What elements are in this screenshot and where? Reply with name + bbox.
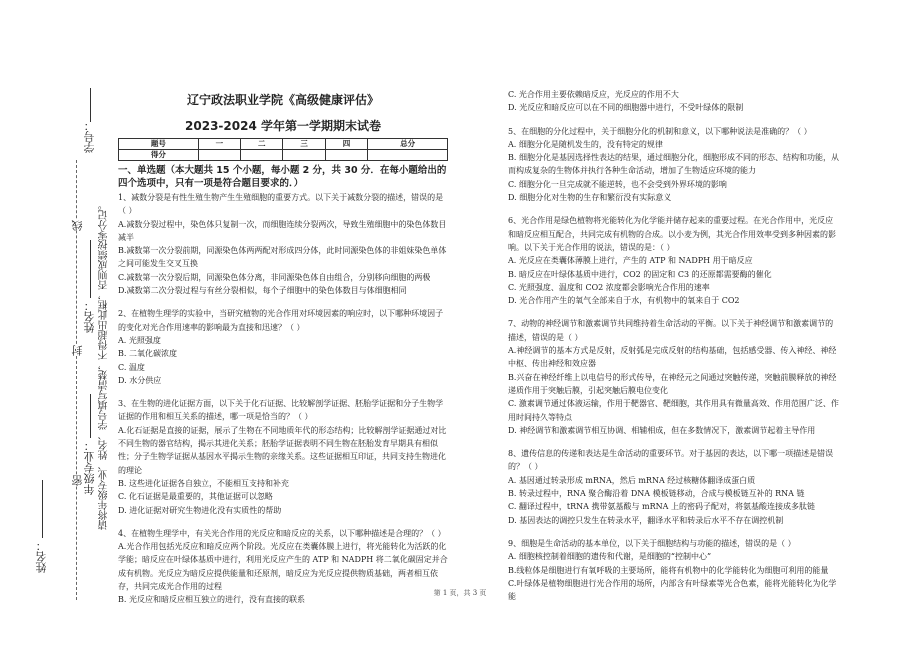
answer-option: D. 光合作用产生的氧气全部来自于水，有机物中的氧来自于 CO2: [508, 296, 740, 306]
answer-option: B. 细胞分化是基因选择性表达的结果，通过细胞分化，细胞形成不同的形态、结构和功能，从而构成复杂的生物体并执行各种生命活动，增加了生物适应环境的能力: [508, 153, 839, 176]
question-block: [508, 447, 840, 527]
score-input-cell[interactable]: [368, 150, 448, 161]
seal-feng: 封: [71, 345, 84, 356]
seal-mi: 密: [71, 475, 84, 486]
answer-option: A.光合作用包括光反应和暗反应两个阶段。光反应在类囊体膜上进行，将光能转化为活跃的化学能；暗反应在叶绿体基质中进行，利用光反应产生的 ATP 和 NADPH 将二氧化碳固定并合成有机物。光反应为暗反应提供能量和还原剂，暗反应为光反应提供物质基础，两者相互依存，共同完成光合作用的过程: [118, 542, 448, 592]
answer-option: D. 光反应和暗反应可以在不同的细胞器中进行，不受叶绿体的限制: [508, 103, 744, 113]
major-underline: [90, 394, 91, 438]
left-question-list: [118, 191, 448, 607]
answer-option: B. 转录过程中，RNA 聚合酶沿着 DNA 模板链移动，合成与模板链互补的 RNA 链: [508, 489, 805, 499]
answer-option: D. 水分供应: [118, 375, 162, 385]
score-input-cell[interactable]: [325, 150, 367, 161]
question-stem: 5、在细胞的分化过程中，关于细胞分化的机制和意义，以下哪种说法是准确的？（ ）: [508, 126, 812, 136]
answer-option: A.减数分裂过程中，染色体只复制一次，而细胞连续分裂两次，导致生殖细胞中的染色体数目减半: [118, 219, 447, 242]
binding-margin: [0, 0, 108, 651]
question-block: [508, 317, 840, 437]
student-id-underline: [90, 88, 91, 122]
right-question-list: [508, 88, 840, 603]
class-underline: [42, 480, 43, 538]
question-stem: 1、减数分裂是有性生殖生物产生生殖细胞的重要方式。以下关于减数分裂的描述，错误的是（ ）: [118, 193, 444, 216]
answer-option: D. 神经调节和激素调节相互协调、相辅相成，但在多数情况下，激素调节起着主导作用: [508, 425, 816, 435]
question-block: [508, 88, 840, 115]
answer-option: C. 温度: [118, 362, 145, 372]
score-row: [119, 150, 448, 161]
answer-option: C. 激素调节通过体液运输，作用于靶器官、靶细胞，其作用具有微量高效、作用范围广泛、作用时间持久等特点: [508, 399, 839, 422]
exam-title: 2023-2024 学年第一学期期末试卷: [185, 119, 381, 133]
score-header-row: [119, 139, 448, 150]
answer-option: B. 光反应和暗反应相互独立的进行，没有直接的联系: [118, 595, 305, 605]
score-header-cell: 三: [283, 139, 325, 150]
score-row-label: 得分: [119, 150, 199, 161]
score-header-cell: 总分: [368, 139, 448, 150]
answer-option: C. 化石证据是最重要的，其他证据可以忽略: [118, 492, 273, 502]
major-label: 年级专业：: [83, 440, 96, 495]
answer-option: D. 细胞分化对生物的生存和繁衍没有实际意义: [508, 193, 672, 203]
answer-option: A. 细胞分化是随机发生的，没有特定的规律: [508, 139, 663, 149]
answer-option: B.减数第一次分裂前期，同源染色体两两配对形成四分体，此时同源染色体的非姐妹染色单体之间可能发生交叉互换: [118, 246, 447, 269]
answer-option: A.神经调节的基本方式是反射，反射弧是完成反射的结构基础，包括感受器、传入神经、神经中枢、传出神经和效应器: [508, 346, 837, 369]
answer-option: C. 光合作用主要依赖暗反应，光反应的作用不大: [508, 90, 679, 99]
school-title: 辽宁政法职业学院《高级健康评估》: [186, 93, 379, 107]
right-column: [508, 88, 840, 603]
answer-option: C. 翻译过程中，tRNA 携带氨基酸与 mRNA 上的密码子配对，将氨基酸连接成多肽链: [508, 502, 815, 512]
seal-xian: 线: [71, 220, 84, 231]
score-header-cell: 题号: [119, 139, 199, 150]
question-block: [118, 397, 448, 517]
binding-notice: 请将年级专业、姓名、学号填写清楚，不得超出此框，否则成绩按零分记。: [99, 200, 110, 530]
answer-option: B.线粒体是细胞进行有氧呼吸的主要场所，能将有机物中的化学能转化为细胞可利用的能量: [508, 565, 829, 575]
question-block: [118, 307, 448, 387]
question-stem: 3、在生物的进化证据方面，以下关于化石证据、比较解剖学证据、胚胎学证据和分子生物学证据的作用和相互关系的描述，哪一项是恰当的？（ ）: [118, 399, 444, 422]
answer-option: D. 进化证据对研究生物进化没有实质性的帮助: [118, 505, 282, 515]
answer-option: D. 基因表达的调控只发生在转录水平，翻译水平和转录后水平不存在调控机制: [508, 515, 784, 525]
answer-option: B. 二氧化碳浓度: [118, 349, 177, 359]
score-table: [118, 138, 448, 161]
answer-option: C. 细胞分化一旦完成就不能逆转，也不会受到外界环境的影响: [508, 179, 727, 189]
answer-option: B. 暗反应在叶绿体基质中进行，CO2 的固定和 C3 的还原都需要酶的催化: [508, 269, 772, 279]
score-header-cell: 二: [241, 139, 283, 150]
question-stem: 9、细胞是生命活动的基本单位，以下关于细胞结构与功能的描述，错误的是（ ）: [508, 538, 796, 548]
answer-option: A.化石证据是直接的证据，展示了生物在不同地质年代的形态结构；比较解剖学证据通过对比不同生物的器官结构，揭示其进化关系；胚胎学证据表明不同生物在胚胎发育早期具有相似性；分子生物学证据从基因水平揭示生物的亲缘关系。这些证据相互印证，共同支持生物进化的理论: [118, 425, 447, 475]
name-underline: [90, 240, 91, 298]
question-stem: 7、动物的神经调节和激素调节共同维持着生命活动的平衡。以下关于神经调节和激素调节的描述，错误的是（ ）: [508, 319, 834, 342]
question-block: [118, 191, 448, 297]
section-title: 一、单选题（本大题共 15 个小题，每小题 2 分，共 30 分．在每小题给出的四个选项中，只有一项是符合题目要求的．）: [118, 165, 447, 189]
answer-option: A. 光反应在类囊体薄膜上进行，产生的 ATP 和 NADPH 用于暗反应: [508, 256, 753, 266]
answer-option: B. 这些进化证据各自独立，不能相互支持和补充: [118, 478, 289, 488]
score-input-cell[interactable]: [241, 150, 283, 161]
question-stem: 6、光合作用是绿色植物将光能转化为化学能并储存起来的重要过程。在光合作用中，光反应和暗反应相互配合，共同完成有机物的合成。以小麦为例，其光合作用效率受到多种因素的影响。以下关于光合作用的说法，错误的是：（ ）: [508, 216, 836, 252]
answer-option: A. 基因通过转录形成 mRNA，然后 mRNA 经过核糖体翻译成蛋白质: [508, 475, 756, 485]
answer-option: C.减数第一次分裂后期，同源染色体分离，非同源染色体自由组合，分别移向细胞的两极: [118, 272, 431, 282]
question-stem: 2、在植物生理学的实验中，当研究植物的光合作用对环境因素的响应时，以下哪种环境因子的变化对光合作用速率的影响最为直接和迅速？（ ）: [118, 309, 444, 332]
score-header-cell: 一: [198, 139, 240, 150]
question-block: [508, 214, 840, 307]
page-footer: 第 1 页，共 3 页: [433, 589, 487, 597]
left-column: [118, 92, 448, 607]
answer-option: B.兴奋在神经纤维上以电信号的形式传导，在神经元之间通过突触传递，突触前膜释放的神经递质作用于突触后膜，引起突触后膜电位变化: [508, 372, 837, 395]
name-label: 姓名：: [83, 300, 96, 333]
score-header-cell: 四: [325, 139, 367, 150]
answer-option: A. 细胞核控制着细胞的遗传和代谢，是细胞的“控制中心”: [508, 552, 712, 562]
answer-option: D.减数第二次分裂过程与有丝分裂相似，每个子细胞中的染色体数目与体细胞相同: [118, 286, 407, 296]
question-stem: 4、在植物生理学中，有关光合作用的光反应和暗反应的关系，以下哪种描述是合理的？（ ）: [118, 528, 446, 538]
question-block: [508, 125, 840, 205]
score-input-cell[interactable]: [198, 150, 240, 161]
question-stem: 8、遗传信息的传递和表达是生命活动的重要环节。对于基因的表达，以下哪一项描述是错误的？（ ）: [508, 449, 834, 472]
score-input-cell[interactable]: [283, 150, 325, 161]
answer-option: A. 光照强度: [118, 335, 161, 345]
answer-option: C.叶绿体是植物细胞进行光合作用的场所，内部含有叶绿素等光合色素，能将光能转化为化学能: [508, 578, 837, 602]
class-label: 姓名：: [35, 540, 48, 573]
answer-option: C. 光照强度、温度和 CO2 浓度都会影响光合作用的速率: [508, 282, 710, 292]
student-id-label: 学号：: [83, 120, 96, 153]
